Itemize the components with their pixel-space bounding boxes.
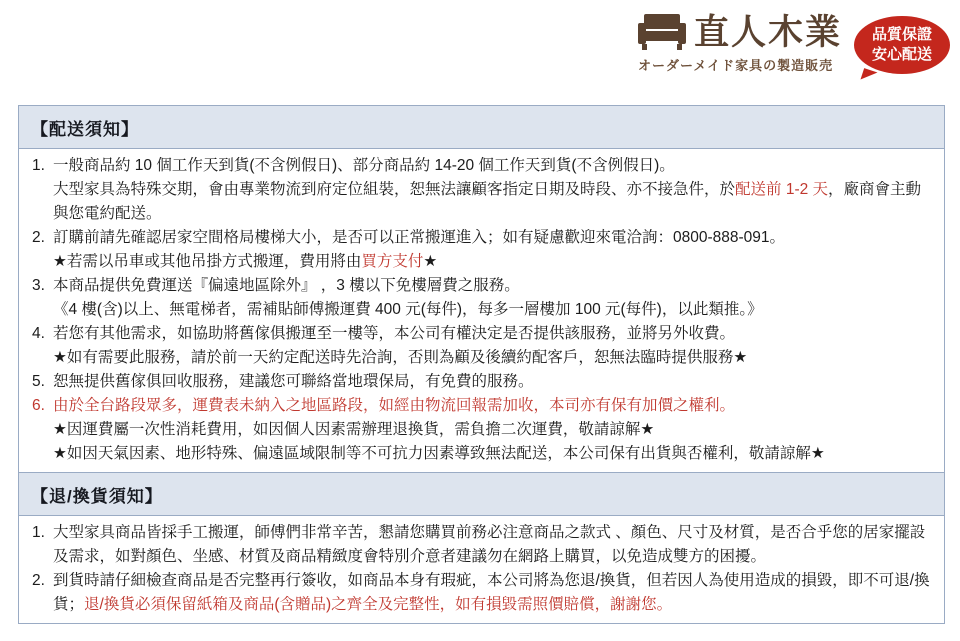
item-number: 3. — [32, 277, 45, 294]
text-segment: 配送前 1-2 天 — [735, 181, 829, 198]
paragraph — [53, 226, 936, 250]
item-text — [53, 521, 938, 569]
paragraph — [53, 418, 936, 442]
text-segment: ★ — [423, 253, 438, 270]
section-content-0 — [19, 149, 944, 473]
section-header-0 — [19, 106, 944, 149]
sofa-icon — [638, 14, 686, 50]
text-segment: ★如因天氣因素、地形特殊、偏遠區域限制等不可抗力因素導致無法配送，本公司保有出貨與否權利，敬請諒解★ — [53, 445, 825, 462]
paragraph — [53, 250, 936, 274]
notice-item — [21, 521, 938, 569]
section-header-1 — [19, 473, 944, 516]
text-segment: 恕無提供舊傢俱回收服務，建議您可聯絡當地環保局，有免費的服務。 — [53, 373, 534, 390]
text-segment: 大型家具為特殊交期，會由專業物流到府定位組裝，恕無法讓顧客指定日期及時段、亦不接急件，於 — [53, 181, 736, 198]
item-text — [53, 322, 938, 370]
paragraph — [53, 370, 936, 394]
badge-line-1: 品質保證 — [871, 25, 932, 43]
text-segment: 由於全台路段眾多，運費表未納入之地區路段，如經由物流回報需加收，本司亦有保有加價之權利。 — [53, 397, 736, 414]
item-number: 4. — [32, 325, 45, 342]
badge-line-2: 安心配送 — [871, 46, 932, 63]
section-content-1 — [19, 516, 944, 623]
brand-name: 直人木業 — [693, 13, 842, 52]
text-segment: ★因運費屬一次性消耗費用，如因個人因素需辦理退換貨，需負擔二次運費，敬請諒解★ — [53, 421, 655, 438]
text-segment: 退/換貨必須保留紙箱及商品(含贈品)之齊全及完整性，如有損毀需照價賠償，謝謝您。 — [84, 596, 673, 613]
paragraph — [53, 154, 936, 178]
brand-subtitle: オーダーメイド家具の製造販売 — [637, 58, 834, 73]
quality-badge — [854, 16, 950, 74]
item-text — [53, 274, 938, 322]
logo-text-group — [638, 14, 842, 74]
text-segment: 本商品提供免費運送『偏遠地區除外』 ，3 樓以下免樓層費之服務。 — [53, 277, 520, 294]
notice-item — [21, 370, 938, 394]
paragraph — [53, 521, 936, 569]
paragraph — [53, 274, 936, 298]
section-title: 【退/換貨須知】 — [31, 487, 163, 506]
paragraph — [53, 394, 936, 418]
item-text — [53, 569, 938, 617]
item-text — [53, 370, 938, 394]
item-number: 1. — [32, 157, 45, 174]
text-segment: ★如有需要此服務，請於前一天約定配送時先洽詢，否則為顧及後續約配客戶，恕無法臨時提供服務★ — [53, 349, 748, 366]
logo-block — [638, 14, 950, 74]
text-segment: ★若需以吊車或其他吊掛方式搬運，費用將由 — [53, 253, 362, 270]
text-segment: 買方支付 — [361, 253, 424, 270]
section-title: 【配送須知】 — [31, 120, 139, 139]
notice-item — [21, 322, 938, 370]
notice-item — [21, 569, 938, 617]
item-number: 6. — [32, 397, 45, 414]
notice-item — [21, 274, 938, 322]
paragraph — [53, 442, 936, 466]
text-segment: ，廠商會主動與您電約配送。 — [53, 181, 922, 222]
text-segment: 《4 樓(含)以上、無電梯者，需補貼師傅搬運費 400 元(每件)，每多一層樓加 100 元(每件)，以此類推。》 — [53, 301, 763, 318]
paragraph — [53, 322, 936, 346]
notice-item — [21, 394, 938, 466]
item-number: 2. — [32, 572, 45, 589]
item-text — [53, 226, 938, 274]
item-number: 5. — [32, 373, 45, 390]
text-segment: 大型家具商品皆採手工搬運，師傅們非常辛苦，懇請您購買前務必注意商品之款式 、顏色、尺寸及材質，是否合乎您的居家擺設及需求，如對顏色、坐感、材質及商品精緻度會特別介意者建議勿在網路上購買，以免造成雙方的困擾。 — [53, 524, 926, 565]
item-number: 2. — [32, 229, 45, 246]
notice-table — [18, 105, 945, 624]
paragraph — [53, 178, 936, 226]
text-segment: 一般商品約 10 個工作天到貨(不含例假日)、部分商品約 14-20 個工作天到貨(不含例假日)。 — [53, 157, 675, 174]
text-segment: 訂購前請先確認居家空間格局樓梯大小，是否可以正常搬運進入；如有疑慮歡迎來電洽詢：0800-888-091。 — [53, 229, 786, 246]
item-number: 1. — [32, 524, 45, 541]
notice-item — [21, 154, 938, 226]
paragraph — [53, 346, 936, 370]
paragraph — [53, 298, 936, 322]
paragraph — [53, 569, 936, 617]
notice-item — [21, 226, 938, 274]
item-text — [53, 394, 938, 466]
brand-row — [638, 14, 842, 50]
item-text — [53, 154, 938, 226]
text-segment: 若您有其他需求，如協助將舊傢俱搬運至一樓等，本公司有權決定是否提供該服務，並將另外收費。 — [53, 325, 736, 342]
text-segment: 到貨時請仔細檢查商品是否完整再行簽收，如商品本身有瑕疵，本公司將為您退/換貨，但若因人為使用造成的損毀，即不可退/換貨； — [53, 572, 930, 613]
